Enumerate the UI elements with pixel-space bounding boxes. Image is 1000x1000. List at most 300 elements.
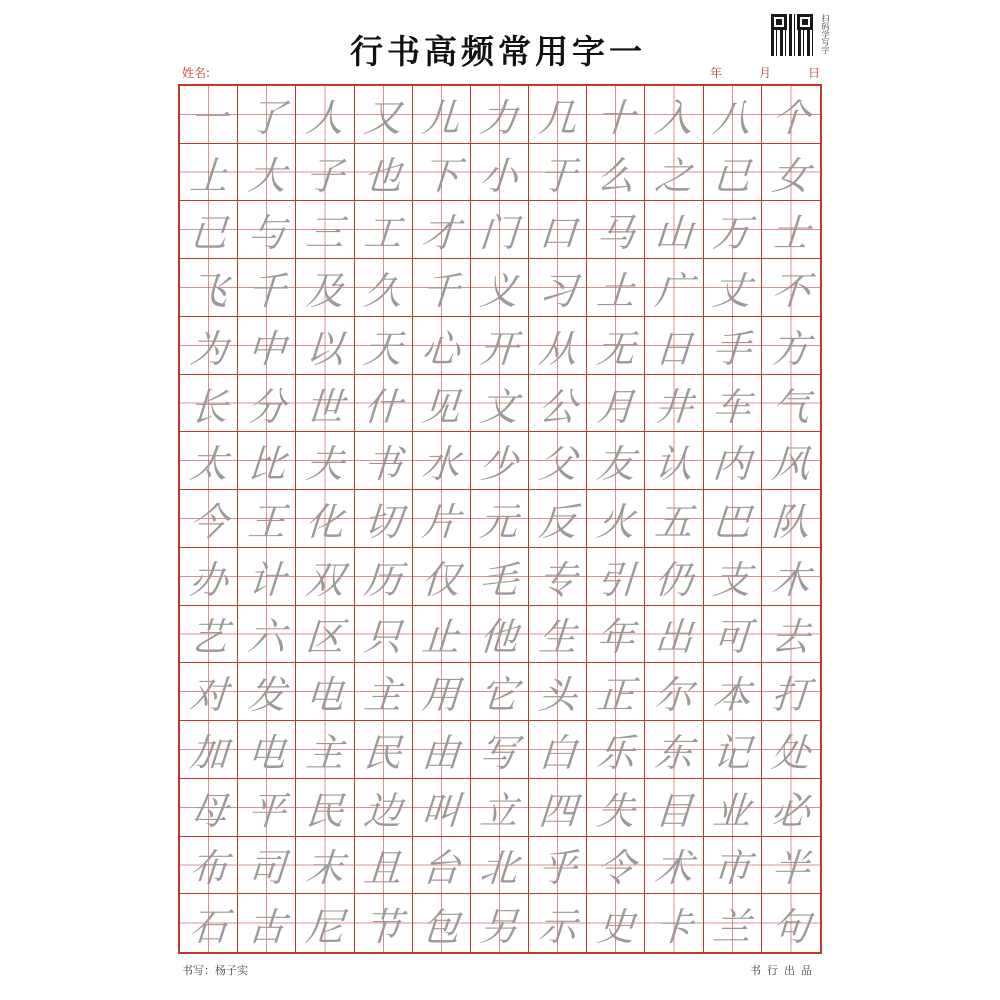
character-cell xyxy=(529,375,587,433)
tracing-character: 才 xyxy=(420,211,462,256)
tracing-character: 立 xyxy=(478,788,520,833)
tracing-character: 年 xyxy=(595,615,637,660)
tracing-character: 日 xyxy=(653,326,695,371)
character-cell xyxy=(296,663,354,721)
character-cell xyxy=(355,259,413,317)
character-cell xyxy=(762,548,820,606)
tracing-character: 兰 xyxy=(711,904,753,949)
tracing-character: 目 xyxy=(653,788,695,833)
tracing-character: 工 xyxy=(362,211,404,256)
tracing-character: 必 xyxy=(770,788,812,833)
character-cell xyxy=(413,317,471,375)
tracing-character: 久 xyxy=(362,269,404,314)
character-cell xyxy=(587,432,645,490)
tracing-character: 夫 xyxy=(304,442,346,487)
tracing-character: 计 xyxy=(245,557,288,602)
tracing-character: 从 xyxy=(536,326,578,371)
character-cell xyxy=(355,721,413,779)
character-cell xyxy=(296,837,354,895)
tracing-character: 四 xyxy=(536,788,578,833)
tracing-character: 见 xyxy=(420,384,462,429)
tracing-character: 发 xyxy=(245,673,288,718)
character-cell xyxy=(296,548,354,606)
tracing-character: 水 xyxy=(420,442,462,487)
character-cell xyxy=(645,606,703,664)
tracing-character: 出 xyxy=(653,615,695,660)
character-cell xyxy=(413,663,471,721)
character-cell xyxy=(180,375,238,433)
tracing-character: 大 xyxy=(245,153,288,198)
character-cell xyxy=(355,375,413,433)
character-cell xyxy=(238,490,296,548)
tracing-character: 山 xyxy=(653,211,695,256)
character-cell xyxy=(529,490,587,548)
character-cell xyxy=(355,201,413,259)
character-cell xyxy=(238,432,296,490)
tracing-character: 毛 xyxy=(478,557,520,602)
character-cell xyxy=(238,259,296,317)
character-cell xyxy=(762,144,820,202)
character-cell xyxy=(355,779,413,837)
character-cell xyxy=(238,894,296,952)
character-cell xyxy=(413,894,471,952)
character-cell xyxy=(529,432,587,490)
tracing-character: 及 xyxy=(304,269,346,314)
tracing-character: 切 xyxy=(362,499,404,544)
tracing-character: 书 xyxy=(362,442,404,487)
tracing-character: 丈 xyxy=(711,269,753,314)
tracing-character: 尔 xyxy=(653,673,695,718)
tracing-character: 正 xyxy=(595,673,637,718)
character-cell xyxy=(413,721,471,779)
tracing-character: 失 xyxy=(595,788,637,833)
tracing-character: 末 xyxy=(304,846,346,891)
tracing-character: 入 xyxy=(653,95,695,140)
character-cell xyxy=(413,606,471,664)
tracing-character: 已 xyxy=(711,153,753,198)
page-title: 行书高频常用字一 xyxy=(350,32,646,71)
character-cell xyxy=(238,779,296,837)
name-field-label: 姓名: xyxy=(182,66,211,80)
tracing-character: 古 xyxy=(245,904,288,949)
character-cell xyxy=(471,201,529,259)
character-cell xyxy=(296,375,354,433)
tracing-character: 气 xyxy=(770,384,812,429)
character-cell xyxy=(529,317,587,375)
tracing-character: 月 xyxy=(595,384,637,429)
tracing-character: 节 xyxy=(362,904,404,949)
tracing-character: 世 xyxy=(304,384,346,429)
tracing-character: 去 xyxy=(770,615,812,660)
character-cell xyxy=(645,548,703,606)
tracing-character: 史 xyxy=(595,904,637,949)
character-cell xyxy=(762,606,820,664)
character-cell xyxy=(587,548,645,606)
tracing-character: 止 xyxy=(420,615,462,660)
character-cell xyxy=(587,259,645,317)
tracing-character: 太 xyxy=(187,442,229,487)
tracing-character: 司 xyxy=(245,846,288,891)
character-cell xyxy=(471,894,529,952)
character-cell xyxy=(587,201,645,259)
writer-credit: 书写：杨子实 xyxy=(182,964,248,977)
character-cell xyxy=(762,201,820,259)
tracing-character: 另 xyxy=(478,904,520,949)
tracing-character: 小 xyxy=(478,153,520,198)
character-cell xyxy=(413,259,471,317)
tracing-character: 东 xyxy=(653,730,695,775)
character-cell xyxy=(529,721,587,779)
tracing-character: 火 xyxy=(595,499,637,544)
character-cell xyxy=(529,86,587,144)
tracing-character: 王 xyxy=(245,499,288,544)
character-cell xyxy=(529,663,587,721)
tracing-character: 广 xyxy=(653,269,695,314)
character-cell xyxy=(413,548,471,606)
tracing-character: 手 xyxy=(711,326,753,371)
tracing-character: 乐 xyxy=(595,730,637,775)
tracing-character: 民 xyxy=(304,788,346,833)
character-cell xyxy=(645,259,703,317)
character-cell xyxy=(529,201,587,259)
character-cell xyxy=(762,86,820,144)
character-cell xyxy=(296,432,354,490)
character-cell xyxy=(529,779,587,837)
tracing-character: 白 xyxy=(536,730,578,775)
character-cell xyxy=(413,375,471,433)
tracing-character: 仍 xyxy=(653,557,695,602)
tracing-character: 风 xyxy=(770,442,812,487)
character-cell xyxy=(471,548,529,606)
character-cell xyxy=(587,86,645,144)
publisher-credit: 书行出品 xyxy=(750,964,818,977)
tracing-character: 反 xyxy=(536,499,578,544)
character-cell xyxy=(296,317,354,375)
character-cell xyxy=(413,490,471,548)
tracing-character: 文 xyxy=(478,384,520,429)
tracing-character: 下 xyxy=(420,153,462,198)
tracing-character: 习 xyxy=(536,269,578,314)
tracing-character: 平 xyxy=(245,788,288,833)
tracing-character: 已 xyxy=(187,211,229,256)
tracing-character: 区 xyxy=(304,615,346,660)
tracing-character: 记 xyxy=(711,730,753,775)
character-cell xyxy=(180,201,238,259)
tracing-character: 长 xyxy=(187,384,229,429)
tracing-character: 比 xyxy=(245,442,288,487)
character-cell xyxy=(704,837,762,895)
character-cell xyxy=(180,490,238,548)
tracing-character: 布 xyxy=(187,846,229,891)
character-cell xyxy=(355,894,413,952)
tracing-character: 上 xyxy=(187,153,229,198)
tracing-character: 千 xyxy=(420,269,462,314)
character-cell xyxy=(645,721,703,779)
tracing-character: 由 xyxy=(420,730,462,775)
tracing-character: 用 xyxy=(420,673,462,718)
tracing-character: 母 xyxy=(187,788,229,833)
character-cell xyxy=(645,894,703,952)
character-cell xyxy=(529,548,587,606)
tracing-character: 子 xyxy=(304,153,346,198)
tracing-character: 也 xyxy=(362,153,404,198)
tracing-character: 台 xyxy=(420,846,462,891)
character-cell xyxy=(645,144,703,202)
tracing-character: 令 xyxy=(595,846,637,891)
character-cell xyxy=(238,548,296,606)
tracing-character: 五 xyxy=(653,499,695,544)
tracing-character: 本 xyxy=(711,673,753,718)
character-cell xyxy=(762,490,820,548)
tracing-character: 土 xyxy=(595,269,637,314)
tracing-character: 与 xyxy=(245,211,288,256)
character-cell xyxy=(645,837,703,895)
tracing-character: 门 xyxy=(478,211,520,256)
tracing-character: 几 xyxy=(536,95,578,140)
character-cell xyxy=(645,663,703,721)
character-cell xyxy=(645,317,703,375)
tracing-character: 历 xyxy=(362,557,404,602)
character-cell xyxy=(238,606,296,664)
character-cell xyxy=(704,317,762,375)
character-cell xyxy=(355,86,413,144)
tracing-character: 八 xyxy=(711,95,753,140)
character-cell xyxy=(471,606,529,664)
tracing-character: 加 xyxy=(187,730,229,775)
character-cell xyxy=(762,259,820,317)
character-cell xyxy=(762,317,820,375)
character-cell xyxy=(180,894,238,952)
character-cell xyxy=(471,259,529,317)
tracing-character: 边 xyxy=(362,788,404,833)
character-cell xyxy=(180,548,238,606)
tracing-character: 片 xyxy=(420,499,462,544)
character-cell xyxy=(762,837,820,895)
character-cell xyxy=(529,837,587,895)
tracing-character: 支 xyxy=(711,557,753,602)
tracing-character: 无 xyxy=(595,326,637,371)
tracing-character: 父 xyxy=(536,442,578,487)
tracing-character: 写 xyxy=(478,730,520,775)
character-cell xyxy=(413,144,471,202)
character-cell xyxy=(704,86,762,144)
tracing-character: 方 xyxy=(770,326,812,371)
character-cell xyxy=(704,894,762,952)
tracing-character: 办 xyxy=(187,557,229,602)
character-cell xyxy=(704,201,762,259)
tracing-character: 六 xyxy=(245,615,288,660)
character-cell xyxy=(238,721,296,779)
qr-code-icon xyxy=(771,14,813,56)
date-month-label: 月 xyxy=(758,66,771,80)
tracing-character: 万 xyxy=(711,211,753,256)
tracing-character: 主 xyxy=(304,730,346,775)
character-cell xyxy=(704,663,762,721)
character-cell xyxy=(587,375,645,433)
tracing-character: 女 xyxy=(770,153,812,198)
character-cell xyxy=(704,606,762,664)
character-cell xyxy=(355,548,413,606)
character-cell xyxy=(296,606,354,664)
character-cell xyxy=(471,490,529,548)
character-cell xyxy=(238,86,296,144)
character-cell xyxy=(704,721,762,779)
tracing-character: 为 xyxy=(187,326,229,371)
tracing-character: 他 xyxy=(478,615,520,660)
tracing-character: 打 xyxy=(770,673,812,718)
character-grid xyxy=(178,84,822,954)
character-cell xyxy=(587,606,645,664)
tracing-character: 之 xyxy=(653,153,695,198)
character-cell xyxy=(296,144,354,202)
character-cell xyxy=(587,721,645,779)
character-cell xyxy=(762,721,820,779)
tracing-character: 业 xyxy=(711,788,753,833)
tracing-character: 千 xyxy=(245,269,288,314)
character-cell xyxy=(762,894,820,952)
tracing-character: 分 xyxy=(245,384,288,429)
tracing-character: 又 xyxy=(362,95,404,140)
character-cell xyxy=(238,144,296,202)
character-cell xyxy=(704,259,762,317)
date-day-label: 日 xyxy=(807,66,820,80)
tracing-character: 叫 xyxy=(420,788,462,833)
tracing-character: 头 xyxy=(536,673,578,718)
tracing-character: 电 xyxy=(304,673,346,718)
tracing-character: 句 xyxy=(770,904,812,949)
character-cell xyxy=(704,432,762,490)
character-cell xyxy=(180,837,238,895)
tracing-character: 力 xyxy=(478,95,520,140)
tracing-character: 巴 xyxy=(711,499,753,544)
character-cell xyxy=(238,375,296,433)
qr-label: 扫码学写字 xyxy=(821,14,830,54)
tracing-character: 天 xyxy=(362,326,404,371)
character-cell xyxy=(704,779,762,837)
character-cell xyxy=(238,317,296,375)
character-cell xyxy=(180,663,238,721)
character-cell xyxy=(296,201,354,259)
character-cell xyxy=(296,259,354,317)
tracing-character: 木 xyxy=(770,557,812,602)
character-cell xyxy=(471,375,529,433)
character-cell xyxy=(413,432,471,490)
character-cell xyxy=(587,490,645,548)
tracing-character: 电 xyxy=(245,730,288,775)
character-cell xyxy=(762,779,820,837)
character-cell xyxy=(529,606,587,664)
character-cell xyxy=(296,490,354,548)
character-cell xyxy=(587,837,645,895)
tracing-character: 生 xyxy=(536,615,578,660)
tracing-character: 内 xyxy=(711,442,753,487)
tracing-character: 队 xyxy=(770,499,812,544)
tracing-character: 专 xyxy=(536,557,578,602)
tracing-character: 井 xyxy=(653,384,695,429)
tracing-character: 对 xyxy=(187,673,229,718)
tracing-character: 么 xyxy=(595,153,637,198)
character-cell xyxy=(704,490,762,548)
tracing-character: 友 xyxy=(595,442,637,487)
tracing-character: 且 xyxy=(362,846,404,891)
character-cell xyxy=(471,144,529,202)
tracing-character: 包 xyxy=(420,904,462,949)
tracing-character: 开 xyxy=(478,326,520,371)
character-cell xyxy=(645,375,703,433)
character-cell xyxy=(296,721,354,779)
tracing-character: 个 xyxy=(770,95,812,140)
character-cell xyxy=(704,375,762,433)
tracing-character: 认 xyxy=(653,442,695,487)
tracing-character: 口 xyxy=(536,211,578,256)
character-cell xyxy=(587,663,645,721)
character-cell xyxy=(704,548,762,606)
character-cell xyxy=(645,432,703,490)
character-cell xyxy=(587,894,645,952)
character-cell xyxy=(238,837,296,895)
character-cell xyxy=(413,86,471,144)
character-cell xyxy=(355,144,413,202)
tracing-character: 可 xyxy=(711,615,753,660)
tracing-character: 心 xyxy=(420,326,462,371)
character-cell xyxy=(645,86,703,144)
tracing-character: 尼 xyxy=(304,904,346,949)
tracing-character: 不 xyxy=(770,269,812,314)
tracing-character: 元 xyxy=(478,499,520,544)
character-cell xyxy=(413,837,471,895)
character-cell xyxy=(471,86,529,144)
tracing-character: 儿 xyxy=(420,95,462,140)
tracing-character: 卡 xyxy=(653,904,695,949)
tracing-character: 示 xyxy=(536,904,578,949)
tracing-character: 公 xyxy=(536,384,578,429)
character-cell xyxy=(645,201,703,259)
character-cell xyxy=(529,894,587,952)
character-cell xyxy=(587,779,645,837)
tracing-character: 三 xyxy=(304,211,346,256)
character-cell xyxy=(355,490,413,548)
character-cell xyxy=(355,663,413,721)
character-cell xyxy=(180,317,238,375)
tracing-character: 仅 xyxy=(420,557,462,602)
tracing-character: 少 xyxy=(478,442,520,487)
character-cell xyxy=(296,894,354,952)
tracing-character: 双 xyxy=(304,557,346,602)
date-row xyxy=(710,64,820,81)
tracing-character: 引 xyxy=(595,557,637,602)
tracing-character: 中 xyxy=(245,326,288,371)
character-cell xyxy=(413,779,471,837)
character-cell xyxy=(355,432,413,490)
character-cell xyxy=(529,144,587,202)
character-cell xyxy=(471,779,529,837)
tracing-character: 人 xyxy=(304,95,346,140)
character-cell xyxy=(180,86,238,144)
tracing-character: 北 xyxy=(478,846,520,891)
tracing-character: 今 xyxy=(187,499,229,544)
tracing-character: 什 xyxy=(362,384,404,429)
character-cell xyxy=(471,837,529,895)
date-year-label: 年 xyxy=(710,66,723,80)
character-cell xyxy=(180,779,238,837)
tracing-character: 乎 xyxy=(536,846,578,891)
character-cell xyxy=(296,779,354,837)
character-cell xyxy=(645,490,703,548)
character-cell xyxy=(762,663,820,721)
tracing-character: 市 xyxy=(711,846,753,891)
character-cell xyxy=(180,259,238,317)
character-cell xyxy=(645,779,703,837)
